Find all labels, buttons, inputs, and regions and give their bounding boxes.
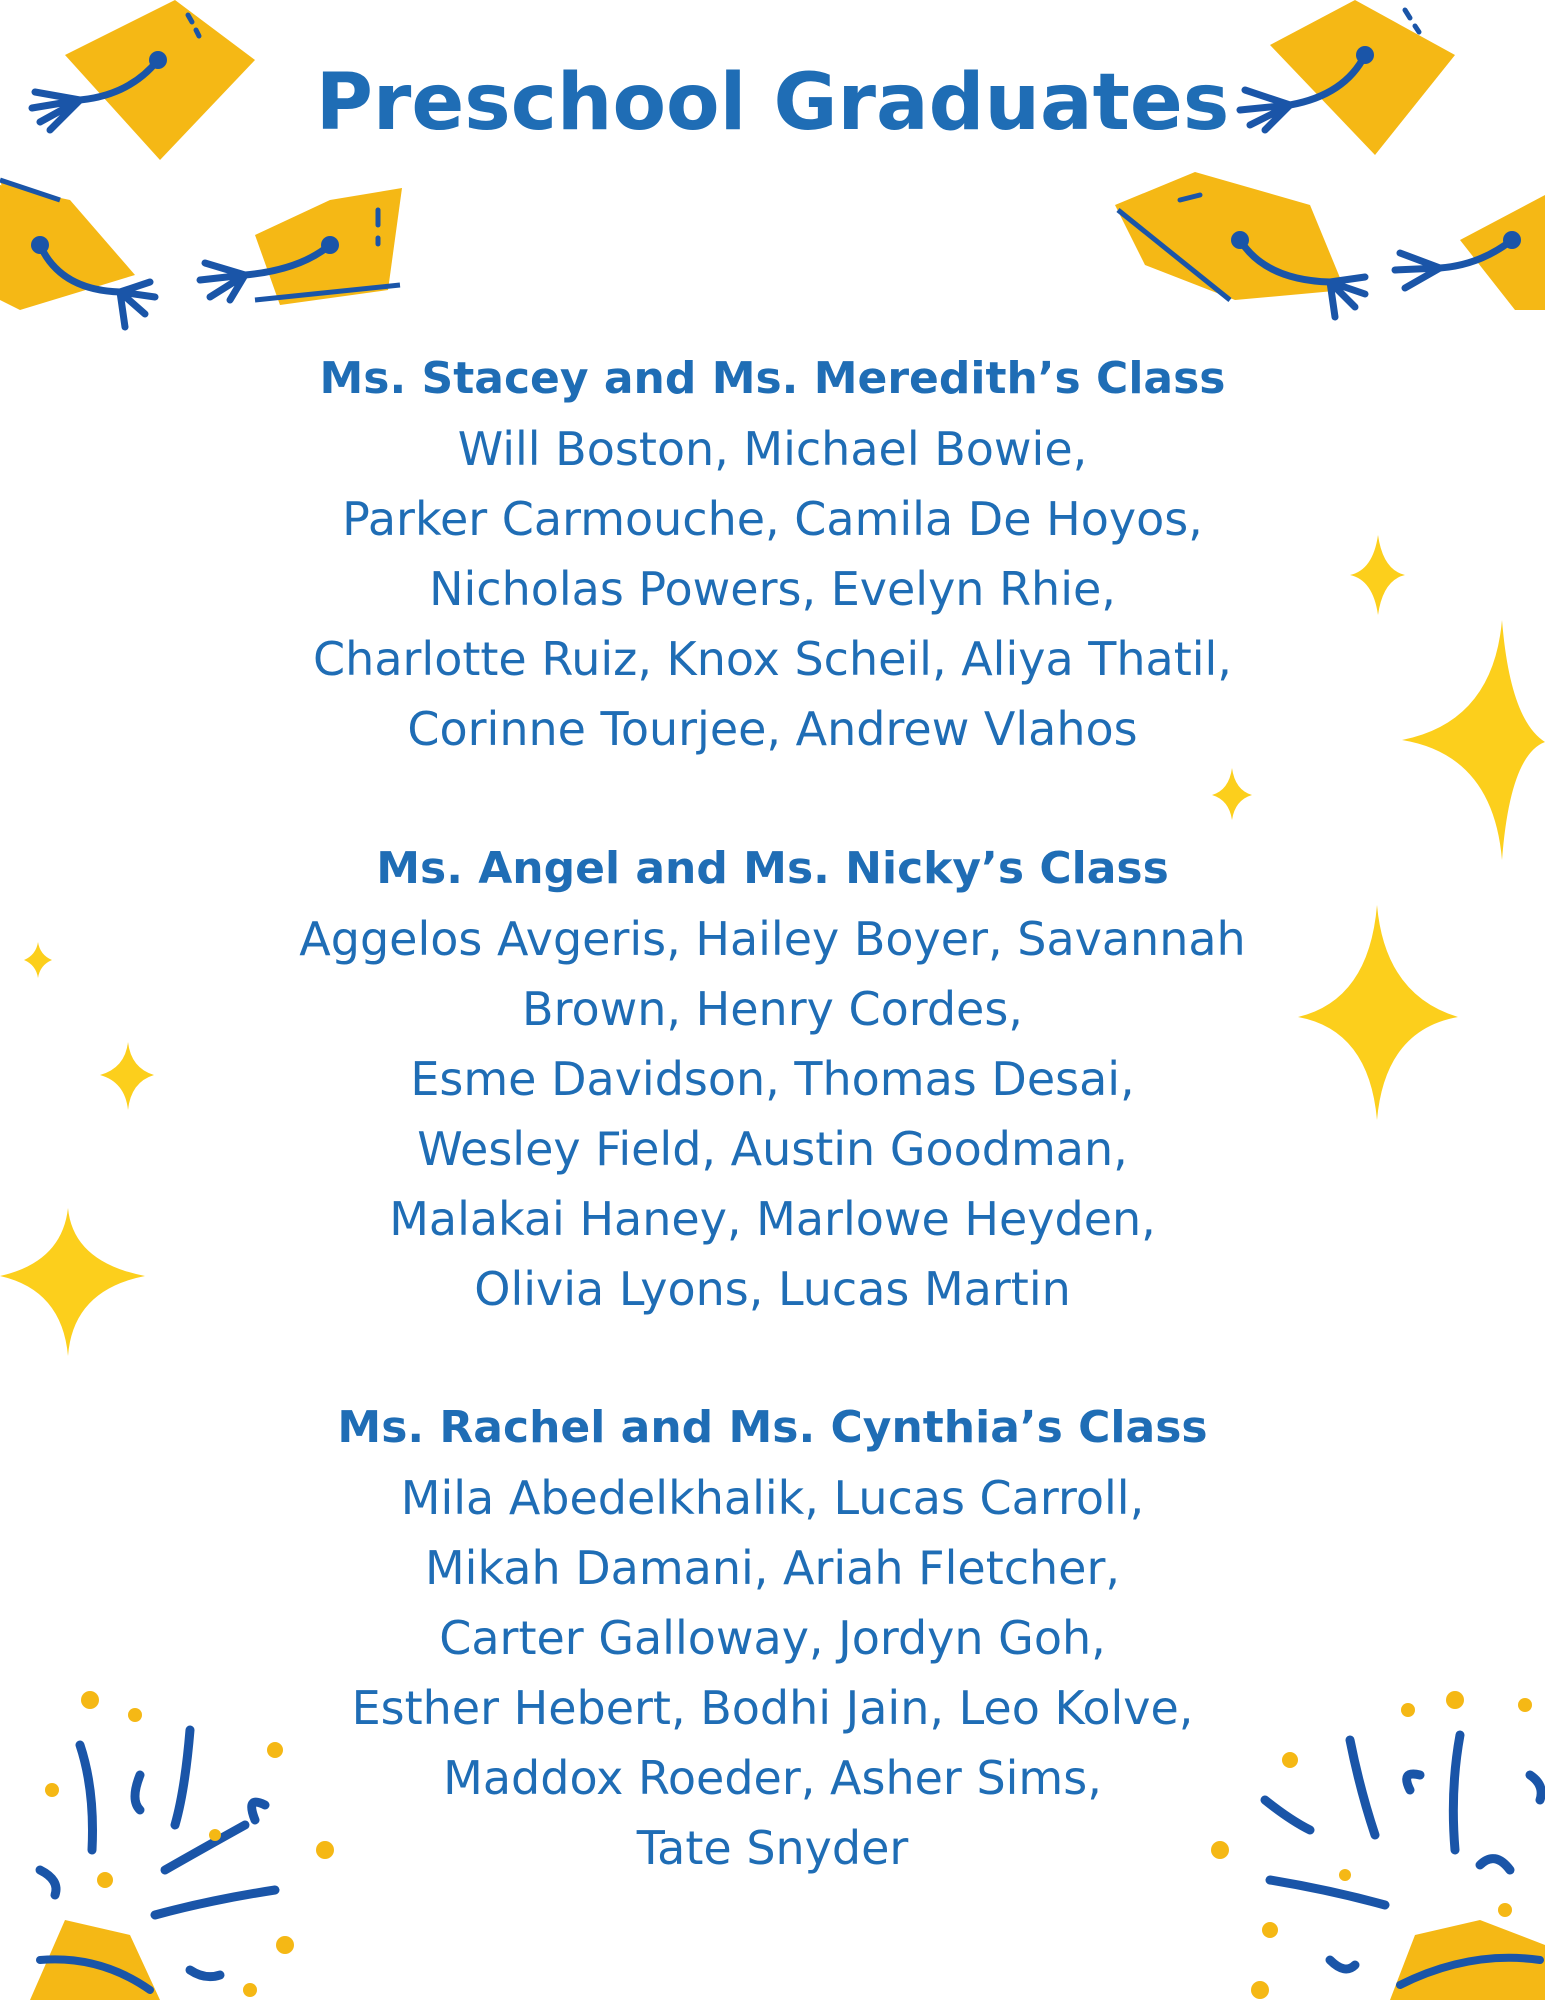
name-line: Wesley Field, Austin Goodman, xyxy=(417,1122,1128,1176)
name-line: Charlotte Ruiz, Knox Scheil, Aliya Thatil, xyxy=(313,632,1232,686)
sparkle-icon xyxy=(1350,535,1405,615)
sparkle-icon xyxy=(24,942,52,978)
sparkle-icon xyxy=(1212,768,1252,820)
sparkle-icon xyxy=(1402,620,1545,860)
name-line: Mila Abedelkhalik, Lucas Carroll, xyxy=(400,1471,1145,1525)
name-line: Malakai Haney, Marlowe Heyden, xyxy=(389,1192,1156,1246)
graduation-cap-icon xyxy=(1115,172,1365,317)
graduation-cap-icon xyxy=(1240,0,1455,155)
graduation-cap-icon xyxy=(200,188,402,305)
class-heading: Ms. Rachel and Ms. Cynthia’s Class xyxy=(337,1402,1208,1453)
name-line: Nicholas Powers, Evelyn Rhie, xyxy=(429,562,1116,616)
name-line: Mikah Damani, Ariah Fletcher, xyxy=(424,1541,1121,1595)
name-line: Olivia Lyons, Lucas Martin xyxy=(474,1262,1071,1316)
class-heading: Ms. Angel and Ms. Nicky’s Class xyxy=(376,843,1169,894)
name-line: Esther Hebert, Bodhi Jain, Leo Kolve, xyxy=(351,1681,1194,1735)
party-poppers-decoration xyxy=(0,1680,1545,2000)
name-line: Aggelos Avgeris, Hailey Boyer, Savannah xyxy=(299,912,1246,966)
page-title: Preschool Graduates xyxy=(315,58,1230,148)
name-line: Esme Davidson, Thomas Desai, xyxy=(410,1052,1135,1106)
graduation-caps-decoration xyxy=(0,0,1545,340)
name-line: Corinne Tourjee, Andrew Vlahos xyxy=(407,702,1138,756)
graduation-cap-icon xyxy=(32,0,255,160)
sparkle-icon xyxy=(0,1208,145,1356)
party-popper-icon xyxy=(30,1691,334,2000)
name-line: Carter Galloway, Jordyn Goh, xyxy=(439,1611,1106,1665)
name-line: Brown, Henry Cordes, xyxy=(522,982,1023,1036)
graduation-cap-icon xyxy=(1395,195,1545,310)
sparkles-decoration xyxy=(0,500,1545,1400)
name-line: Parker Carmouche, Camila De Hoyos, xyxy=(342,492,1203,546)
name-line: Maddox Roeder, Asher Sims, xyxy=(443,1751,1102,1805)
graduation-cap-icon xyxy=(0,180,155,327)
sparkle-icon xyxy=(1298,905,1458,1120)
party-popper-icon xyxy=(1211,1691,1545,2000)
class-heading: Ms. Stacey and Ms. Meredith’s Class xyxy=(319,353,1226,404)
name-line: Will Boston, Michael Bowie, xyxy=(457,422,1088,476)
name-line: Tate Snyder xyxy=(636,1821,909,1875)
sparkle-icon xyxy=(100,1042,154,1110)
